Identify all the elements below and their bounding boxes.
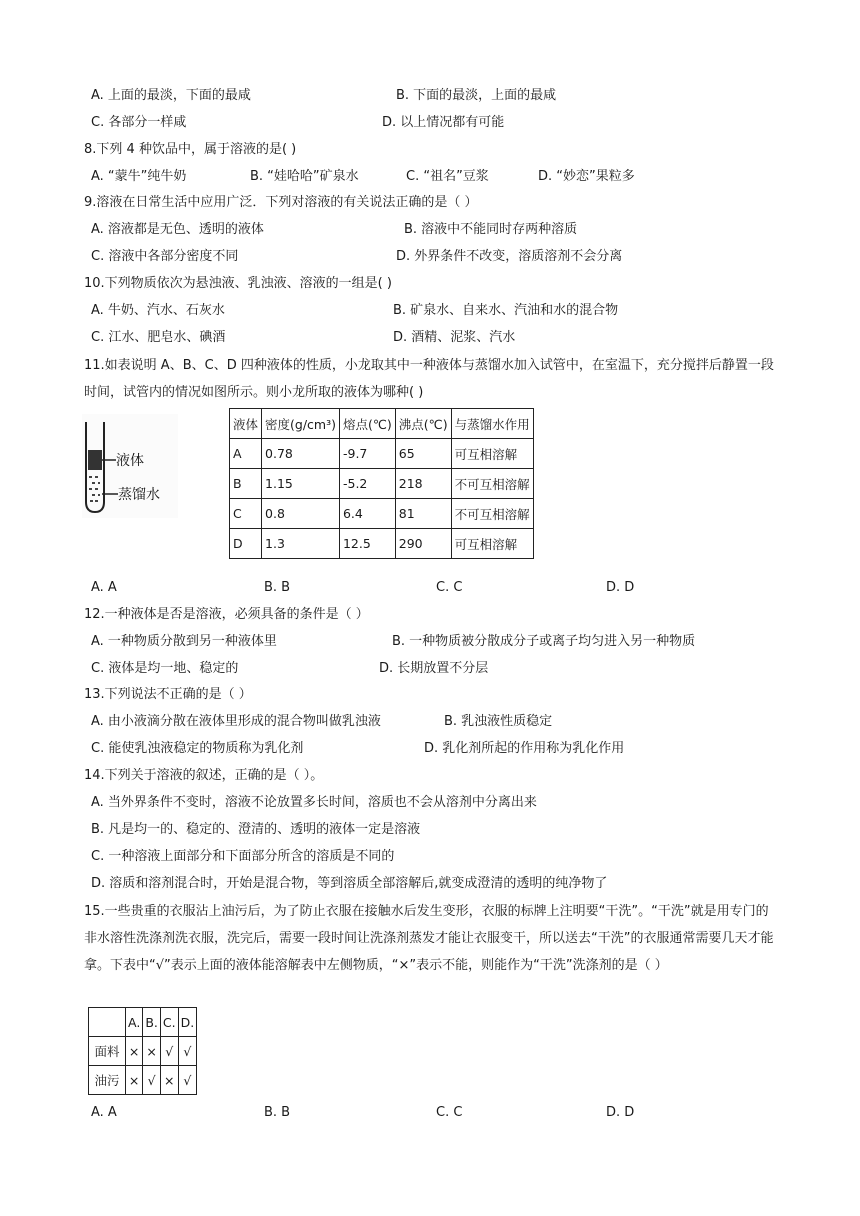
table-cell: B bbox=[230, 469, 262, 499]
table-cell: 6.4 bbox=[339, 499, 395, 529]
table-cell: C bbox=[230, 499, 262, 529]
q14-stem: 14.下列关于溶液的叙述，正确的是（ ）。 bbox=[84, 768, 324, 783]
table-cell: × bbox=[126, 1066, 143, 1095]
table-cell: √ bbox=[178, 1037, 197, 1066]
table-cell: B. bbox=[143, 1008, 161, 1037]
table-cell: -5.2 bbox=[339, 469, 395, 499]
table-cell: C. bbox=[160, 1008, 178, 1037]
table-cell: √ bbox=[160, 1037, 178, 1066]
table-cell: × bbox=[160, 1066, 178, 1095]
q12-option-d: D. 长期放置不分层 bbox=[379, 661, 489, 676]
q15-option-d: D. D bbox=[606, 1105, 635, 1120]
table-cell: D bbox=[230, 529, 262, 559]
table-cell: 1.3 bbox=[262, 529, 340, 559]
table-cell: A. bbox=[126, 1008, 143, 1037]
table-cell: 不可互相溶解 bbox=[451, 499, 533, 529]
q14-option-d: D. 溶质和溶剂混合时，开始是混合物，等到溶质全部溶解后,就变成澄清的透明的纯净物了 bbox=[91, 876, 608, 891]
q13-option-d: D. 乳化剂所起的作用称为乳化作用 bbox=[424, 741, 625, 756]
q14-option-b: B. 凡是均一的、稳定的、澄清的、透明的液体一定是溶液 bbox=[91, 822, 421, 837]
test-tube-diagram bbox=[82, 414, 178, 518]
q10-option-c: C. 江水、肥皂水、碘酒 bbox=[91, 330, 226, 345]
header-cell: 沸点(℃) bbox=[395, 409, 451, 439]
label-distilled-water: 蒸馏水 bbox=[118, 487, 160, 503]
header-cell: 熔点(℃) bbox=[339, 409, 395, 439]
q13-option-b: B. 乳浊液性质稳定 bbox=[444, 714, 553, 729]
q12-stem: 12.一种液体是否是溶液，必须具备的条件是（ ） bbox=[84, 607, 369, 622]
liquid-properties-table bbox=[229, 408, 534, 559]
q10-stem: 10.下列物质依次为悬浊液、乳浊液、溶液的一组是( ) bbox=[84, 276, 392, 291]
table-row bbox=[230, 469, 534, 499]
q11-option-d: D. D bbox=[606, 580, 635, 595]
q9-option-c: C. 溶液中各部分密度不同 bbox=[91, 249, 239, 264]
table-cell: 0.8 bbox=[262, 499, 340, 529]
q8-option-b: B. “娃哈哈”矿泉水 bbox=[250, 169, 359, 184]
q11-option-b: B. B bbox=[264, 580, 291, 595]
dry-clean-table bbox=[88, 1007, 197, 1095]
q11-option-a: A. A bbox=[91, 580, 117, 595]
q15-stem: 15.一些贵重的衣服沾上油污后，为了防止衣服在接触水后发生变形，衣服的标牌上注明要“干洗”。“干洗”就是用专门的非水溶性洗涤剂洗衣服，洗完后，需要一段时间让洗涤剂蒸发才能让衣服变干，所以送去“干洗”的衣服通常需要几天才能拿。下表中“√”表示上面的液体能溶解表中左侧物质，“×”表示不能，则能作为“干洗”洗涤剂的是（ ） bbox=[84, 904, 774, 973]
q9-option-b: B. 溶液中不能同时存两种溶质 bbox=[404, 222, 578, 237]
q13-option-c: C. 能使乳浊液稳定的物质称为乳化剂 bbox=[91, 741, 304, 756]
q7-option-c: C. 各部分一样咸 bbox=[91, 115, 187, 130]
table-header-row bbox=[230, 409, 534, 439]
table-cell bbox=[89, 1008, 126, 1037]
q8-option-a: A. “蒙牛”纯牛奶 bbox=[91, 169, 187, 184]
q14-option-a: A. 当外界条件不变时，溶液不论放置多长时间，溶质也不会从溶剂中分离出来 bbox=[91, 795, 537, 810]
q13-option-a: A. 由小液滴分散在液体里形成的混合物叫做乳浊液 bbox=[91, 714, 381, 729]
table-cell: -9.7 bbox=[339, 439, 395, 469]
table-header-row bbox=[89, 1008, 197, 1037]
table-cell: 290 bbox=[395, 529, 451, 559]
q11-option-c: C. C bbox=[436, 580, 463, 595]
q11-stem: 11.如表说明 A、B、C、D 四种液体的性质，小龙取其中一种液体与蒸馏水加入试管中，在室温下，充分搅拌后静置一段时间，试管内的情况如图所示。则小龙所取的液体为哪种( ) bbox=[84, 358, 774, 400]
table-cell: 油污 bbox=[89, 1066, 126, 1095]
table-cell: 12.5 bbox=[339, 529, 395, 559]
table-cell: × bbox=[126, 1037, 143, 1066]
q15-option-b: B. B bbox=[264, 1105, 291, 1120]
q12-option-a: A. 一种物质分散到另一种液体里 bbox=[91, 634, 277, 649]
q10-option-d: D. 酒精、泥浆、汽水 bbox=[393, 330, 516, 345]
table-cell: 面料 bbox=[89, 1037, 126, 1066]
table-cell: 可互相溶解 bbox=[451, 529, 533, 559]
q9-option-a: A. 溶液都是无色、透明的液体 bbox=[91, 222, 264, 237]
table-cell: D. bbox=[178, 1008, 197, 1037]
header-cell: 密度(g/cm³) bbox=[262, 409, 340, 439]
q15-option-a: A. A bbox=[91, 1105, 117, 1120]
table-cell: √ bbox=[143, 1066, 161, 1095]
q12-option-c: C. 液体是均一地、稳定的 bbox=[91, 661, 239, 676]
q7-option-d: D. 以上情况都有可能 bbox=[382, 115, 505, 130]
q9-stem: 9.溶液在日常生活中应用广泛．下列对溶液的有关说法正确的是（ ） bbox=[84, 195, 478, 210]
q10-option-a: A. 牛奶、汽水、石灰水 bbox=[91, 303, 225, 318]
table-row bbox=[230, 529, 534, 559]
table-cell: 65 bbox=[395, 439, 451, 469]
table-row bbox=[89, 1037, 197, 1066]
table-row bbox=[230, 439, 534, 469]
q12-option-b: B. 一种物质被分散成分子或离子均匀进入另一种物质 bbox=[392, 634, 696, 649]
table-cell: √ bbox=[178, 1066, 197, 1095]
q8-option-c: C. “祖名”豆浆 bbox=[406, 169, 489, 184]
q13-stem: 13.下列说法不正确的是（ ） bbox=[84, 687, 252, 702]
q9-option-d: D. 外界条件不改变，溶质溶剂不会分离 bbox=[396, 249, 623, 264]
q8-option-d: D. “妙恋”果粒多 bbox=[538, 169, 635, 184]
q15-option-c: C. C bbox=[436, 1105, 463, 1120]
q14-option-c: C. 一种溶液上面部分和下面部分所含的溶质是不同的 bbox=[91, 849, 395, 864]
table-row bbox=[89, 1066, 197, 1095]
table-cell: 81 bbox=[395, 499, 451, 529]
table-cell: 1.15 bbox=[262, 469, 340, 499]
table-cell: × bbox=[143, 1037, 161, 1066]
table-cell: 可互相溶解 bbox=[451, 439, 533, 469]
table-cell: 0.78 bbox=[262, 439, 340, 469]
table-cell: A bbox=[230, 439, 262, 469]
q7-option-a: A. 上面的最淡，下面的最咸 bbox=[91, 88, 251, 103]
q8-stem: 8.下列 4 种饮品中，属于溶液的是( ) bbox=[84, 142, 297, 157]
q7-option-b: B. 下面的最淡，上面的最咸 bbox=[396, 88, 557, 103]
header-cell: 液体 bbox=[230, 409, 262, 439]
table-cell: 218 bbox=[395, 469, 451, 499]
table-row bbox=[230, 499, 534, 529]
label-liquid: 液体 bbox=[116, 453, 144, 469]
q10-option-b: B. 矿泉水、自来水、汽油和水的混合物 bbox=[393, 303, 619, 318]
table-cell: 不可互相溶解 bbox=[451, 469, 533, 499]
header-cell: 与蒸馏水作用 bbox=[451, 409, 533, 439]
